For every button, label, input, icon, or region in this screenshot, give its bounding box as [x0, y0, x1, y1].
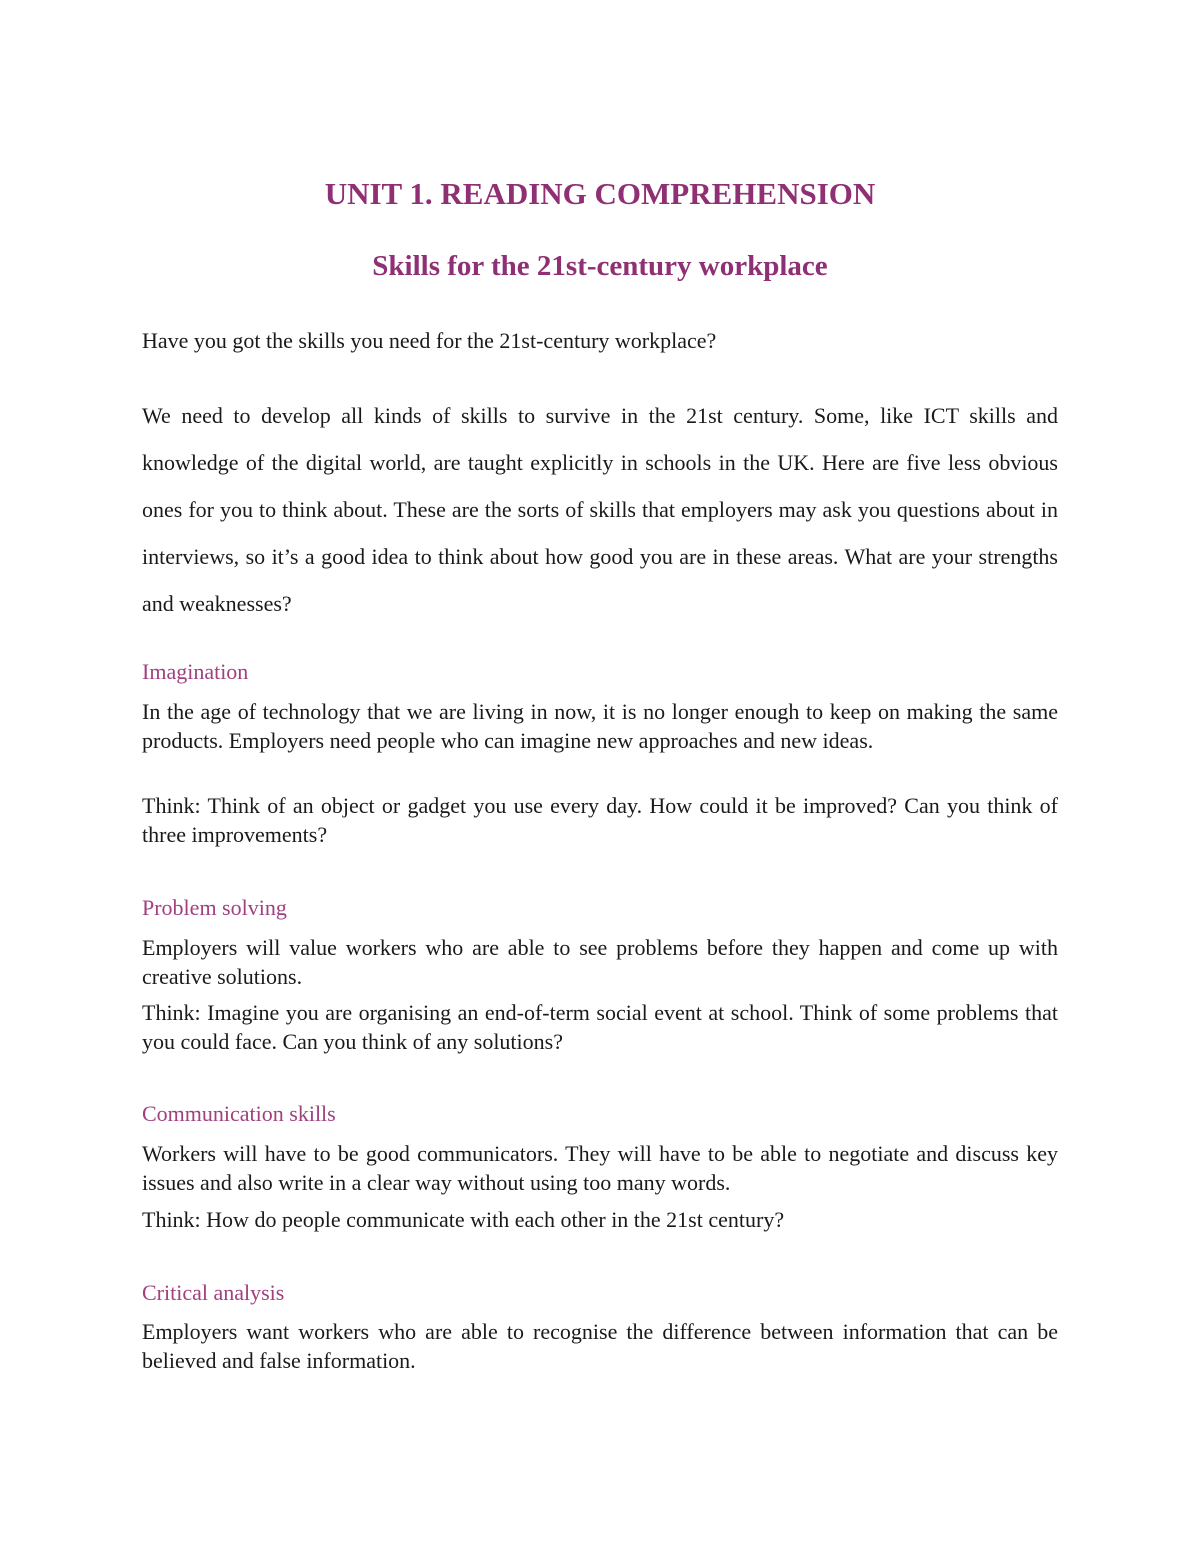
page-title: UNIT 1. READING COMPREHENSION	[324, 176, 876, 211]
section-think-problem-solving: Think: Imagine you are organising an end-of-term social event at school. Think of some problems that you could face. Can you think of any solutions?	[142, 1000, 1058, 1054]
section-think-communication-skills: Think: How do people communicate with each other in the 21st century?	[142, 1207, 785, 1232]
intro-paragraph: We need to develop all kinds of skills to survive in the 21st century. Some, like ICT skills and knowledge of the digital world, are taught explicitly in schools in the UK. Here are five less obvious ones for you to think about. These are the sorts of skills that employers may ask you questions about in interviews, so it’s a good idea to think about how good you are in these areas. What are your strengths and weaknesses?	[142, 403, 1058, 616]
intro-question: Have you got the skills you need for the 21st-century workplace?	[142, 328, 717, 353]
section-heading-problem-solving: Problem solving	[142, 895, 287, 920]
section-body-communication-skills: Workers will have to be good communicators. They will have to be able to negotiate and discuss key issues and also write in a clear way without using too many words.	[142, 1141, 1058, 1195]
section-body-critical-analysis: Employers want workers who are able to recognise the difference between information that can be believed and false information.	[142, 1319, 1058, 1373]
page-subtitle: Skills for the 21st-century workplace	[372, 250, 828, 282]
section-heading-communication-skills: Communication skills	[142, 1101, 336, 1126]
section-think-imagination: Think: Think of an object or gadget you use every day. How could it be improved? Can you think of three improvements?	[142, 793, 1058, 847]
section-body-problem-solving: Employers will value workers who are able to see problems before they happen and come up with creative solutions.	[142, 935, 1058, 989]
section-heading-imagination: Imagination	[142, 659, 249, 684]
section-heading-critical-analysis: Critical analysis	[142, 1280, 285, 1305]
section-body-imagination: In the age of technology that we are living in now, it is no longer enough to keep on making the same products. Employers need people who can imagine new approaches and new ideas.	[142, 699, 1058, 753]
